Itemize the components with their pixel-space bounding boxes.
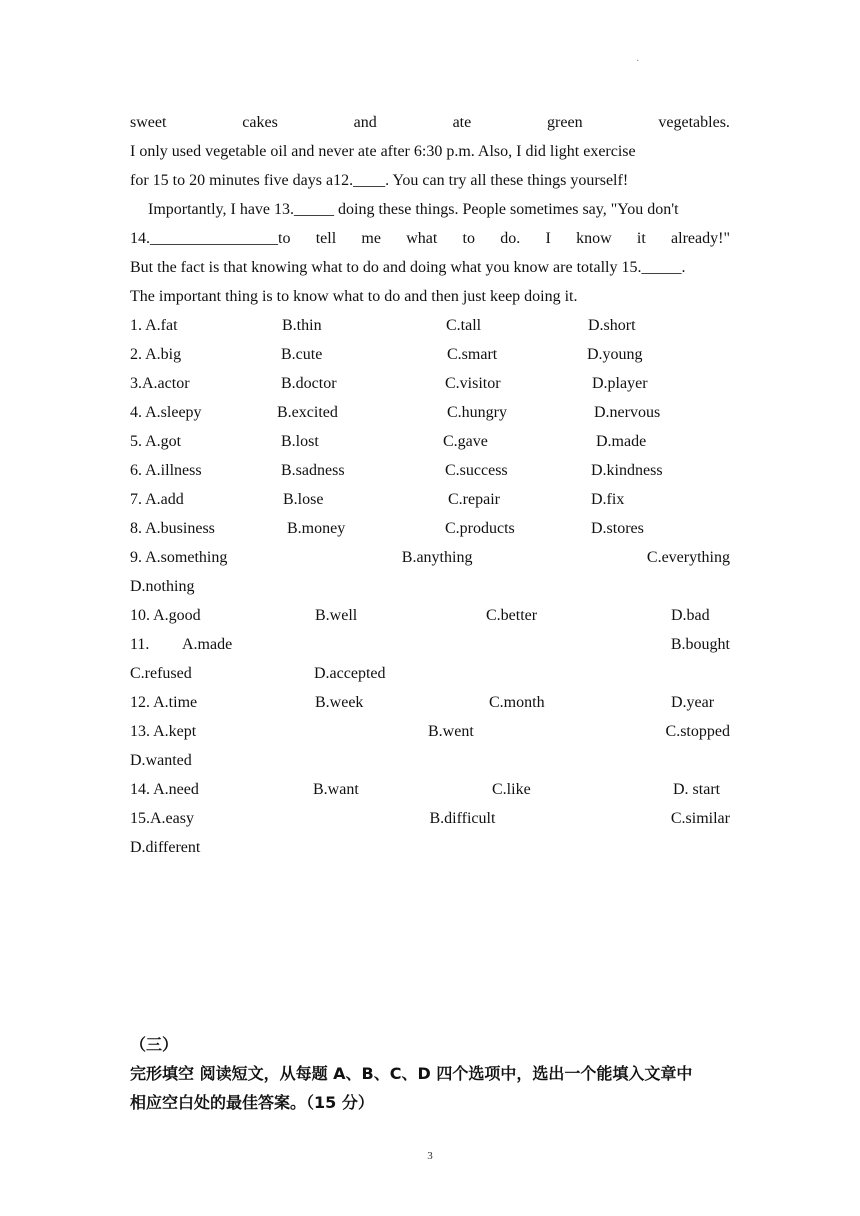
- option-row-13: 13. A.kept B.went C.stopped: [130, 723, 730, 740]
- option-row-15-cont: D.different: [130, 839, 201, 856]
- passage-line-1: sweet cakes and ate green vegetables.: [130, 114, 730, 131]
- option-row-6: 6. A.illness B.sadness C.success D.kindness: [130, 462, 663, 479]
- option-row-3: 3.A.actor B.doctor C.visitor D.player: [130, 375, 648, 392]
- option-row-13-cont: D.wanted: [130, 752, 192, 769]
- option-row-15: 15.A.easy B.difficult C.similar: [130, 810, 730, 827]
- option-row-10: 10. A.good B.well C.better D.bad: [130, 607, 710, 624]
- header-mark: ·: [636, 56, 640, 67]
- section-heading: [130, 1030, 730, 1117]
- option-row-12: 12. A.time B.week C.month D.year: [130, 694, 715, 711]
- passage-line-3: for 15 to 20 minutes five days a12.____. You can try all these things yourself!: [130, 172, 629, 189]
- option-row-7: 7. A.add B.lose C.repair D.fix: [130, 491, 625, 508]
- section-instruction-2: 相应空白处的最佳答案。（15 分）: [130, 1093, 374, 1112]
- section-instruction-1: 完形填空 阅读短文，从每题 A、B、C、D 四个选项中，选出一个能填入文章中: [130, 1064, 693, 1083]
- option-row-8: 8. A.business B.money C.products D.stores: [130, 520, 644, 537]
- passage-line-2: I only used vegetable oil and never ate after 6:30 p.m. Also, I did light exercise: [130, 143, 636, 160]
- option-row-2: 2. A.big B.cute C.smart D.young: [130, 346, 643, 363]
- option-row-9-cont: D.nothing: [130, 578, 195, 595]
- passage-line-6: But the fact is that knowing what to do and doing what you know are totally 15._____.: [130, 259, 686, 276]
- option-row-4: 4. A.sleepy B.excited C.hungry D.nervous: [130, 404, 661, 421]
- option-row-9: 9. A.something B.anything C.everything: [130, 549, 730, 566]
- passage-line-4: Importantly, I have 13._____ doing these things. People sometimes say, "You don't: [148, 201, 679, 218]
- option-row-11-cont: C.refused D.accepted: [130, 665, 386, 682]
- passage-and-options: [130, 108, 730, 862]
- passage-line-5: 14.________________to tell me what to do. I know it already!": [130, 230, 730, 247]
- page-number: 3: [427, 1150, 433, 1162]
- passage-line-7: The important thing is to know what to do and then just keep doing it.: [130, 288, 578, 305]
- option-row-14: 14. A.need B.want C.like D. start: [130, 781, 721, 798]
- option-row-5: 5. A.got B.lost C.gave D.made: [130, 433, 647, 450]
- option-row-11: 11. A.made B.bought: [130, 636, 730, 653]
- option-row-1: 1. A.fat B.thin C.tall D.short: [130, 317, 636, 334]
- section-number: （三）: [130, 1035, 179, 1054]
